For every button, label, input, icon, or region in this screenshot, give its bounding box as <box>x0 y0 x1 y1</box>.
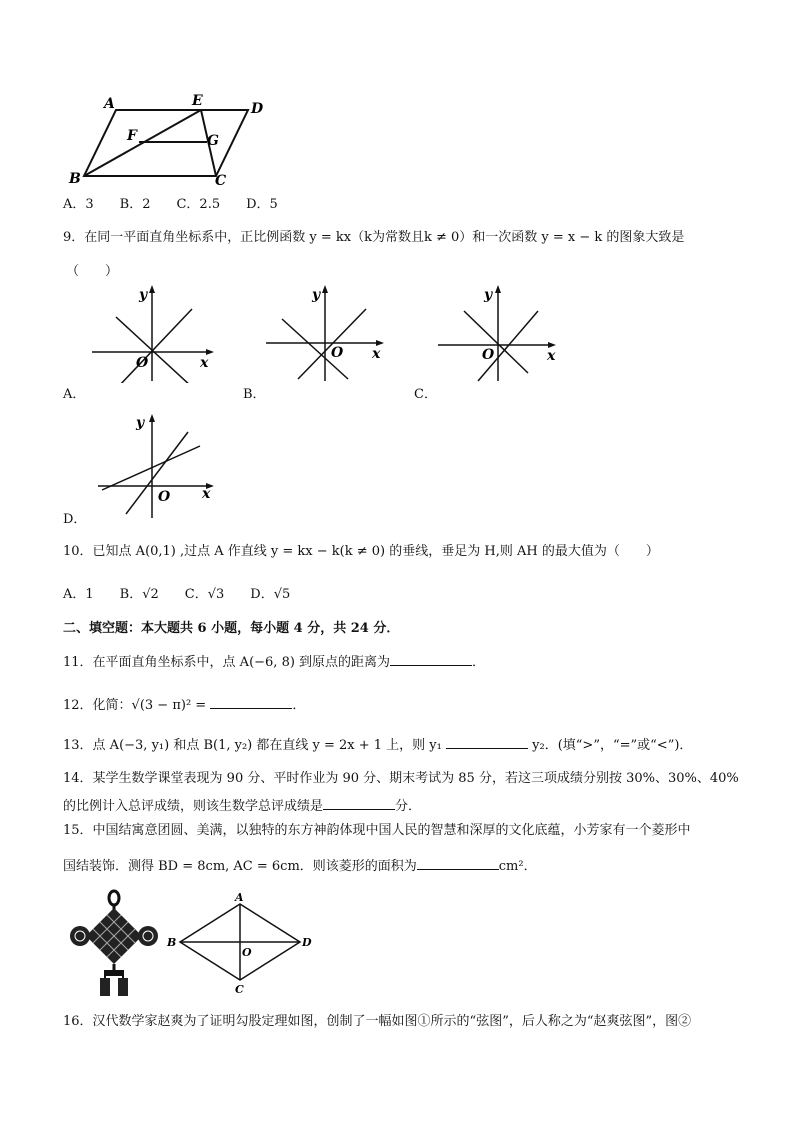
q12-blank[interactable] <box>210 695 292 709</box>
graph-a-x: x <box>200 355 209 371</box>
label-A: A <box>104 96 115 112</box>
q14-post: 分． <box>395 799 422 814</box>
q9-stem: 9．在同一平面直角坐标系中，正比例函数 y = kx（k为常数且k ≠ 0）和一次函数 y = x − k 的图象大致是 <box>63 230 685 245</box>
graph-c <box>436 283 566 383</box>
q14-text: 的比例计入总评成绩，则该生数学总评成绩是 <box>63 799 324 814</box>
graph-c-o: O <box>482 347 495 363</box>
label-E: E <box>192 93 203 109</box>
graph-c-option: C． <box>414 387 437 402</box>
q10-stem: 10．已知点 A(0,1) ,过点 A 作直线 y = kx − k(k ≠ 0) 的垂线，垂足为 H,则 AH 的最大值为（ ） <box>63 544 659 559</box>
rhombus-figure <box>162 890 322 1000</box>
parallelogram-figure <box>64 93 274 188</box>
section-2-heading: 二、填空题：本大题共 6 小题，每小题 4 分，共 24 分． <box>63 621 400 636</box>
q12-post: ． <box>292 698 306 713</box>
rhombus-label-C: C <box>235 983 244 996</box>
q15-blank[interactable] <box>417 856 499 870</box>
graph-d-option: D． <box>63 512 87 527</box>
q9-paren: （ ） <box>66 264 119 279</box>
q11-blank[interactable] <box>390 652 472 666</box>
q16-text: 16．汉代数学家赵爽为了证明勾股定理如图，创制了一幅如图①所示的“弦图”，后人称之为“赵爽弦图”，图② <box>63 1014 692 1029</box>
q12-text: 12．化简：√(3 − π)² = <box>63 698 207 713</box>
q11-text: 11．在平面直角坐标系中，点 A(−6, 8) 到原点的距离为 <box>63 655 391 670</box>
label-C: C <box>215 173 227 188</box>
graph-b-option: B． <box>243 387 266 402</box>
label-B: B <box>69 171 81 187</box>
q14-line2 <box>63 796 421 815</box>
graph-a-option: A． <box>63 387 86 402</box>
rhombus-label-A: A <box>235 891 244 904</box>
graph-d-x: x <box>202 486 211 502</box>
q10-options: A．1 B．√2 C．√3 D．√5 <box>63 587 291 602</box>
chinese-knot-image <box>66 888 162 998</box>
q15-post: cm²． <box>498 859 537 874</box>
q8-options: A．3 B．2 C．2.5 D．5 <box>63 197 278 212</box>
graph-c-y: y <box>484 287 493 303</box>
rhombus-label-B: B <box>167 936 177 949</box>
rhombus-label-O: O <box>242 946 252 959</box>
q15-line2 <box>63 856 537 875</box>
graph-b-o: O <box>331 345 344 361</box>
graph-a <box>88 283 218 383</box>
label-D: D <box>251 101 264 117</box>
q13-text: 13．点 A(−3, y₁) 和点 B(1, y₂) 都在直线 y = 2x + 1 上，则 y₁ <box>63 738 442 753</box>
q11 <box>63 652 485 671</box>
q13-post: y₂．(填“>”，“=”或“<”)． <box>532 738 693 753</box>
q13-blank[interactable] <box>446 735 528 749</box>
graph-b <box>262 283 392 383</box>
label-G: G <box>207 133 219 149</box>
graph-a-o: O <box>136 355 149 371</box>
graph-c-x: x <box>547 348 556 364</box>
q14-line1: 14．某学生数学课堂表现为 90 分、平时作业为 90 分、期末考试为 85 分，若这三项成绩分别按 30%、30%、40% <box>63 771 739 786</box>
label-F: F <box>127 128 137 144</box>
graph-b-x: x <box>372 346 381 362</box>
graph-d-o: O <box>158 489 171 505</box>
graph-a-y: y <box>139 287 148 303</box>
q12 <box>63 695 305 714</box>
q13 <box>63 735 692 754</box>
q14-blank[interactable] <box>323 796 395 810</box>
rhombus-label-D: D <box>302 936 312 949</box>
q15-text: 国结装饰．测得 BD = 8cm, AC = 6cm．则该菱形的面积为 <box>63 859 417 874</box>
q15-line1: 15．中国结寓意团圆、美满，以独特的东方神韵体现中国人民的智慧和深厚的文化底蕴，小芳家有一个菱形中 <box>63 823 691 838</box>
graph-b-y: y <box>312 287 321 303</box>
graph-d <box>92 408 222 520</box>
q11-post: ． <box>472 655 486 670</box>
graph-d-y: y <box>136 415 145 431</box>
